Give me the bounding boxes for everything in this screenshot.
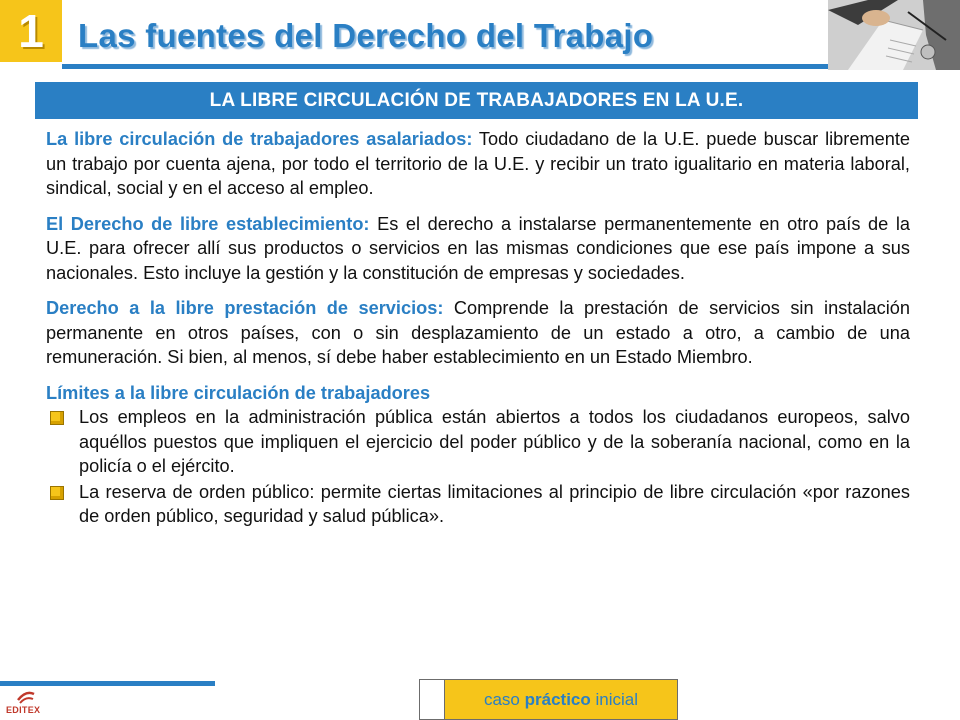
editex-logo [6, 690, 46, 718]
limits-heading: Límites a la libre circulación de trabajadores [46, 382, 431, 403]
list-item [46, 480, 910, 529]
paragraph-text: Todo ciudadano de la U.E. puede buscar libremente un trabajo por cuenta ajena, por todo el territorio de la U.E. y recibir un trato igualitario en materia laboral, sindical, social y en el acceso al empleo. [46, 129, 910, 198]
square-bullet-icon [50, 486, 64, 500]
section-banner [35, 82, 918, 119]
editex-logo-icon [16, 690, 36, 704]
header-photo [828, 0, 960, 70]
footer-divider [0, 681, 215, 686]
editex-logo-text: EDITEX [6, 705, 41, 715]
list-item-text: Los empleos en la administración pública están abiertos a todos los ciudadanos europeos, salvo aquéllos puestos que impliquen el ejercicio del poder público y de la soberanía nacional, como en la policía o el ejército. [79, 407, 910, 476]
paragraph-lead: Derecho a la libre prestación de servicios: [46, 298, 444, 318]
paragraph-lead: La libre circulación de trabajadores asalariados: [46, 129, 473, 149]
case-study-prefix: caso [483, 689, 520, 709]
paragraph-text: Es el derecho a instalarse permanentemente en otro país de la U.E. para ofrecer allí sus productos o servicios en las mismas condiciones que ese país impone a sus nacionales. Esto incluye la gestión y la constitución de empresas y sociedades. [46, 213, 910, 283]
case-study-label [445, 680, 677, 719]
paragraph-services [46, 296, 910, 370]
paragraph-free-movement [46, 127, 910, 201]
chapter-number-box [0, 0, 62, 62]
paragraph-lead: El Derecho de libre establecimiento: [46, 213, 370, 234]
list-item [46, 405, 910, 479]
chapter-number: 1 [18, 5, 44, 57]
banner-title: LA LIBRE CIRCULACIÓN DE TRABAJADORES EN LA U.E. [209, 89, 744, 111]
main-content [46, 127, 910, 530]
square-bullet-icon [50, 411, 64, 425]
paragraph-establishment [46, 212, 910, 286]
header-divider [62, 64, 828, 69]
header-photo-illustration [828, 0, 960, 70]
case-study-button[interactable] [419, 679, 678, 720]
page-title: Las fuentes del Derecho del Trabajo [78, 17, 654, 54]
paragraph-text: Comprende la prestación de servicios sin instalación permanente en otros países, con o sin desplazamiento de un estado a otro, a cambio de una remuneración. Si bien, al menos, sí debe haber establecimiento en un Estado Miembro. [46, 298, 910, 367]
case-study-suffix: inicial [595, 689, 639, 709]
list-item-text: La reserva de orden público: permite ciertas limitaciones al principio de libre circulación «por razones de orden público, seguridad y salud pública». [79, 481, 910, 526]
case-study-bold: práctico [524, 689, 591, 709]
case-study-marker [420, 680, 445, 719]
